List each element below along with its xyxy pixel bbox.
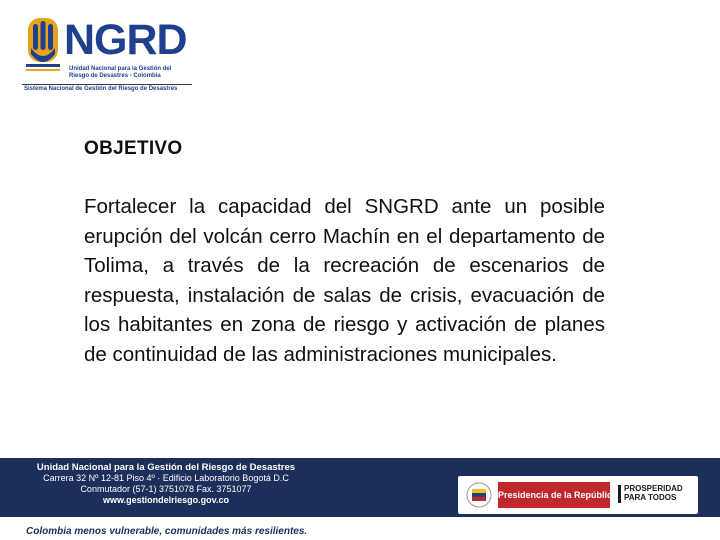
objective-paragraph: Fortalecer la capacidad del SNGRD ante un posible erupción del volcán cerro Machín en el departamento de Tolima, a través de la recreación de escenarios de respuesta, instalación de salas de crisis, evacuación de los habitantes en zona de riesgo y activación de planes de continuidad de las administraciones municipales.: [84, 195, 605, 366]
presidencia-logo: Presidencia de la República: [498, 482, 610, 508]
footer-contact-block: [26, 462, 306, 506]
footer: [0, 458, 720, 540]
partner-logos: [458, 476, 698, 514]
section-heading: OBJETIVO: [84, 138, 183, 159]
prosperidad-line-1: PROSPERIDAD: [624, 484, 683, 493]
logo-acronym: NGRD: [64, 16, 187, 64]
ngrd-logo: [22, 14, 194, 92]
footer-address: Carrera 32 Nº 12-81 Piso 4º · Edificio Laboratorio Bogotá D.C: [43, 473, 289, 483]
footer-band: [0, 458, 720, 517]
footer-slogan: Colombia menos vulnerable, comunidades más resilientes.: [26, 526, 308, 537]
prosperidad-logo: [618, 484, 696, 502]
colombia-coat-of-arms-icon: [466, 482, 492, 508]
footer-website-link[interactable]: www.gestiondelriesgo.gov.co: [102, 495, 230, 505]
logo-tagline-2: Riesgo de Desastres - Colombia: [69, 73, 161, 79]
ngrd-emblem-icon: [22, 14, 64, 74]
footer-org-name: Unidad Nacional para la Gestión del Riesgo de Desastres: [36, 462, 296, 473]
footer-phone: Conmutador (57-1) 3751078 Fax. 3751077: [80, 484, 252, 494]
prosperidad-bar: [618, 485, 621, 503]
logo-system-name: Sistema Nacional de Gestión del Riesgo de Desastres: [24, 86, 178, 92]
logo-tagline: Unidad Nacional para la Gestión del: [69, 66, 172, 72]
logo-divider: [22, 84, 192, 85]
prosperidad-line-2: PARA TODOS: [624, 493, 677, 502]
